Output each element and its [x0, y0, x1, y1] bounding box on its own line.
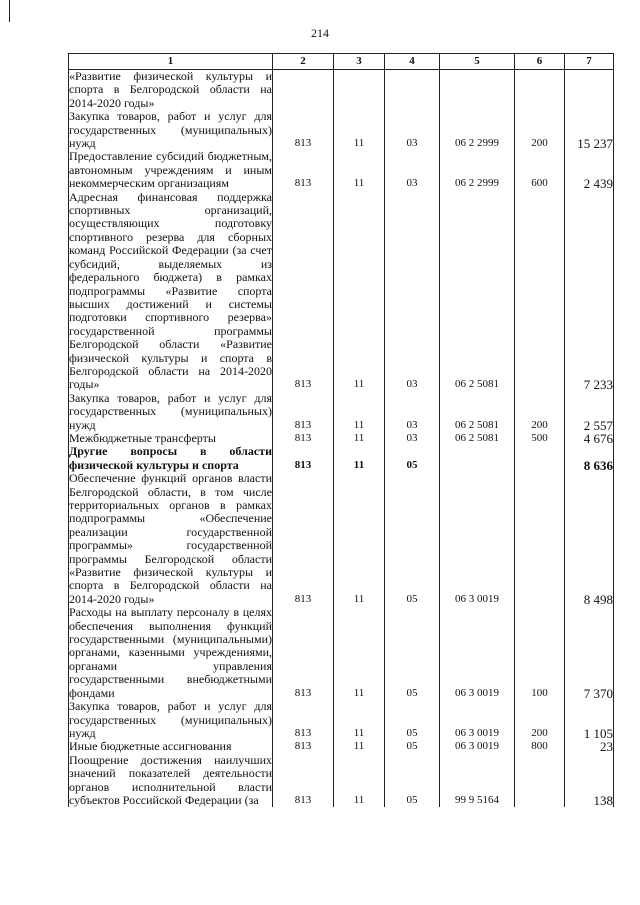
- table-row: [69, 70, 614, 111]
- row-subsection-code: 05: [385, 700, 440, 740]
- row-expense-type-code: [515, 70, 565, 111]
- table-row: [69, 432, 614, 445]
- row-expense-type-code: 600: [515, 150, 565, 190]
- row-target-article-code: 06 3 0019: [440, 740, 515, 753]
- col-header-2: 2: [273, 54, 334, 70]
- table-row: [69, 754, 614, 808]
- row-subsection-code: 05: [385, 606, 440, 700]
- col-header-6: 6: [515, 54, 565, 70]
- row-amount: 8 636: [565, 445, 614, 472]
- row-description: Закупка товаров, работ и услуг для государственных (муниципальных) нужд: [69, 699, 272, 740]
- row-expense-type-code: 800: [515, 740, 565, 753]
- row-section-code: 11: [334, 472, 385, 606]
- row-description: Поощрение достижения наилучших значений показателей деятельности органов исполнительной власти субъектов Российской Федерации (за: [69, 752, 272, 807]
- row-section-code: 11: [334, 700, 385, 740]
- row-section-code: 11: [334, 110, 385, 150]
- row-description: Закупка товаров, работ и услуг для государственных (муниципальных) нужд: [69, 390, 272, 432]
- col-header-5: 5: [440, 54, 515, 70]
- col-header-1: 1: [69, 54, 273, 70]
- row-ministry-code: 813: [273, 700, 334, 740]
- table-row: [69, 191, 614, 392]
- row-ministry-code: 813: [273, 740, 334, 753]
- row-subsection-code: 03: [385, 191, 440, 392]
- row-expense-type-code: 500: [515, 432, 565, 445]
- row-target-article-code: 06 2 2999: [440, 110, 515, 150]
- page-number: 214: [311, 26, 329, 40]
- row-description: Межбюджетные трансферты: [69, 432, 273, 445]
- table-row: [69, 740, 614, 753]
- row-ministry-code: 813: [273, 191, 334, 392]
- row-expense-type-code: 100: [515, 606, 565, 700]
- header-row: [69, 54, 614, 70]
- row-target-article-code: 06 3 0019: [440, 472, 515, 606]
- row-ministry-code: 813: [273, 606, 334, 700]
- row-ministry-code: 813: [273, 472, 334, 606]
- row-expense-type-code: [515, 191, 565, 392]
- row-subsection-code: 03: [385, 150, 440, 190]
- row-target-article-code: [440, 70, 515, 111]
- row-amount: [565, 70, 614, 111]
- row-subsection-code: 03: [385, 392, 440, 432]
- row-target-article-code: 06 2 5081: [440, 392, 515, 432]
- table-row: [69, 606, 614, 700]
- row-section-code: 11: [334, 740, 385, 753]
- row-target-article-code: 06 2 2999: [440, 150, 515, 190]
- row-ministry-code: 813: [273, 392, 334, 432]
- row-description: Иные бюджетные ассигнования: [69, 740, 273, 753]
- row-section-code: [334, 70, 385, 111]
- row-target-article-code: 06 3 0019: [440, 606, 515, 700]
- col-header-3: 3: [334, 54, 385, 70]
- row-ministry-code: [273, 70, 334, 111]
- row-expense-type-code: [515, 754, 565, 808]
- row-description: Предоставление субсидий бюджетным, автономным учреждениям и иным некоммерческим организациям: [69, 149, 272, 191]
- row-amount: 4 676: [565, 432, 614, 445]
- row-section-code: 11: [334, 754, 385, 808]
- row-amount: 138: [565, 754, 614, 808]
- row-subsection-code: 05: [385, 472, 440, 606]
- row-subsection-code: 05: [385, 754, 440, 808]
- row-amount: 23: [565, 740, 614, 753]
- row-section-code: 11: [334, 191, 385, 392]
- table-row: [69, 700, 614, 740]
- row-target-article-code: [440, 445, 515, 472]
- row-subsection-code: 05: [385, 445, 440, 472]
- row-section-code: 11: [334, 392, 385, 432]
- table-row: [69, 392, 614, 432]
- row-ministry-code: 813: [273, 110, 334, 150]
- row-expense-type-code: 200: [515, 392, 565, 432]
- margin-mark: [9, 0, 10, 22]
- table-row: [69, 110, 614, 150]
- row-ministry-code: 813: [273, 150, 334, 190]
- row-description: Обеспечение функций органов власти Белгородской области, в том числе территориальных органов в рамках подпрограммы «Обеспечение реализации государственной программы» государственной программы Белгородской области «Развитие физической культуры и спорта в Белгородской области на 2014-2020 годы»: [69, 471, 272, 606]
- row-ministry-code: 813: [273, 432, 334, 445]
- table-row: [69, 150, 614, 190]
- col-header-4: 4: [385, 54, 440, 70]
- row-amount: 1 105: [565, 700, 614, 740]
- row-subsection-code: [385, 70, 440, 111]
- row-description: Расходы на выплату персоналу в целях обеспечения выполнения функций государственными (муниципальными) органами, казенными учреждениями, органами управления государственными внебюджетными фондами: [69, 605, 272, 700]
- budget-table: [68, 53, 614, 807]
- row-target-article-code: 06 3 0019: [440, 700, 515, 740]
- row-amount: 2 557: [565, 392, 614, 432]
- table-row: [69, 445, 614, 472]
- row-amount: 8 498: [565, 472, 614, 606]
- row-ministry-code: 813: [273, 754, 334, 808]
- row-description: Другие вопросы в области физической культуры и спорта: [69, 444, 272, 472]
- row-subsection-code: 03: [385, 110, 440, 150]
- row-section-code: 11: [334, 150, 385, 190]
- row-expense-type-code: [515, 445, 565, 472]
- row-section-code: 11: [334, 606, 385, 700]
- row-expense-type-code: 200: [515, 110, 565, 150]
- row-subsection-code: 05: [385, 740, 440, 753]
- row-description: «Развитие физической культуры и спорта в Белгородской области на 2014-2020 годы»: [69, 69, 272, 110]
- row-amount: 2 439: [565, 150, 614, 190]
- row-amount: 15 237: [565, 110, 614, 150]
- row-section-code: 11: [334, 432, 385, 445]
- row-amount: 7 370: [565, 606, 614, 700]
- row-amount: 7 233: [565, 191, 614, 392]
- row-subsection-code: 03: [385, 432, 440, 445]
- row-target-article-code: 06 2 5081: [440, 432, 515, 445]
- row-target-article-code: 06 2 5081: [440, 191, 515, 392]
- row-section-code: 11: [334, 445, 385, 472]
- table-row: [69, 472, 614, 606]
- row-description: Закупка товаров, работ и услуг для государственных (муниципальных) нужд: [69, 109, 272, 151]
- row-description: Адресная финансовая поддержка спортивных организаций, осуществляющих подготовку спортивного резерва для сборных команд Российской Федерации (за счет субсидий, выделяемых из федерального бюджета) в рамках подпрограммы «Развитие спорта высших достижений и системы подготовки спортивного резерва» государственной программы Белгородской области «Развитие физической культуры и спорта в Белгородской области на 2014-2020 годы»: [69, 189, 272, 392]
- row-ministry-code: 813: [273, 445, 334, 472]
- col-header-7: 7: [565, 54, 614, 70]
- row-target-article-code: 99 9 5164: [440, 754, 515, 808]
- row-expense-type-code: 200: [515, 700, 565, 740]
- row-expense-type-code: [515, 472, 565, 606]
